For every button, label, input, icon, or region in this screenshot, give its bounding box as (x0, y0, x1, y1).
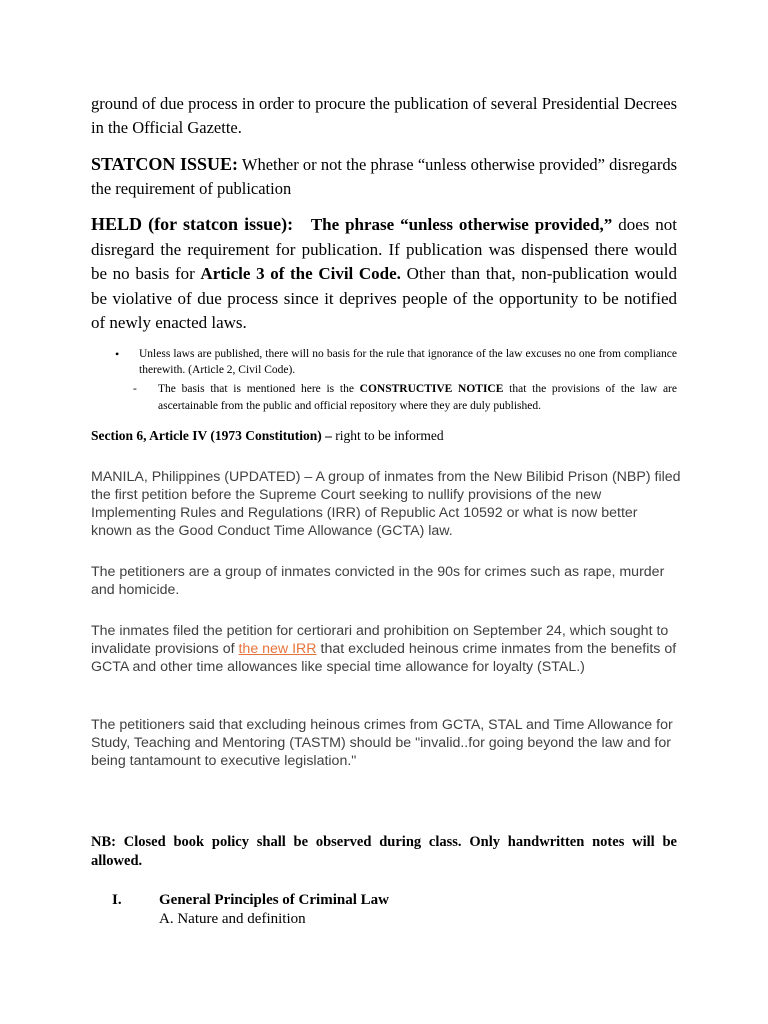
sub-bullet-text-after: that the provisions of the law are ascertainable from the public and official repository where they are duly published. (158, 383, 677, 412)
outline-heading-text: General Principles of Criminal Law (159, 892, 389, 908)
outline-subheading-a: A. Nature and definition (159, 911, 306, 927)
outline-roman-numeral: I. (112, 892, 122, 908)
news-paragraph-3 (91, 622, 681, 676)
section-6-text: right to be informed (331, 428, 444, 443)
held-paragraph (91, 212, 677, 336)
held-article: Article 3 of the Civil Code. (200, 264, 401, 283)
intro-paragraph: ground of due process in order to procure the publication of several Presidential Decrees in the Official Gazette. (91, 94, 677, 137)
held-label: HELD (for statcon issue): (91, 214, 294, 234)
sub-bullet-text-before: The basis that is mentioned here is the (158, 383, 360, 395)
nb-note: NB: Closed book policy shall be observed during class. Only handwritten notes will be allowed. (91, 834, 677, 869)
new-irr-link[interactable]: the new IRR (238, 641, 317, 657)
section-6-label: Section 6, Article IV (1973 Constitution) – (91, 428, 332, 443)
section-6-line (91, 427, 677, 445)
news-paragraph-3-after: that excluded heinous crime inmates from the benefits of GCTA and other time allowances like special time allowance for loyalty (STAL.) (91, 641, 677, 675)
held-text-2: Other than that, non-publication would be violative of due process since it deprives people of the opportunity to be notified of newly enacted laws. (91, 264, 677, 332)
news-paragraph-3-before: The inmates filed the petition for certiorari and prohibition on September 24, which sought to invalidate provisions of (91, 623, 669, 657)
statcon-issue-text: Whether or not the phrase “unless otherwise provided” disregards the requirement of publication (91, 155, 677, 198)
constructive-notice-emphasis: CONSTRUCTIVE NOTICE (359, 383, 504, 395)
dash-icon: - (133, 383, 137, 395)
sub-bullet-text (158, 381, 677, 415)
news-paragraph-2: The petitioners are a group of inmates convicted in the 90s for crimes such as rape, murder and homicide. (91, 564, 665, 598)
bullet-text: Unless laws are published, there will no basis for the rule that ignorance of the law excuses no one from compliance therewith. (Article 2, Civil Code). (139, 348, 677, 376)
bullet-icon: • (115, 347, 120, 361)
statcon-issue-paragraph (91, 152, 677, 201)
news-paragraph-1: MANILA, Philippines (UPDATED) – A group of inmates from the New Bilibid Prison (NBP) filed the first petition before the Supreme Court seeking to nullify provisions of the new Implementing Rules and Regulations (IRR) of Republic Act 10592 or what is now better known as the Good Conduct Time Allowance (GCTA) law. (91, 469, 681, 539)
statcon-issue-label: STATCON ISSUE: (91, 154, 238, 174)
held-phrase: The phrase “unless otherwise provided,” (310, 215, 613, 234)
news-paragraph-4: The petitioners said that excluding heinous crimes from GCTA, STAL and Time Allowance for Study, Teaching and Mentoring (TASTM) should be "invalid..for going beyond the law and for being tantamount to executive legislation." (91, 717, 673, 769)
held-text-1: does not disregard the requirement for publication. If publication was dispensed there would be no basis for (91, 215, 678, 283)
